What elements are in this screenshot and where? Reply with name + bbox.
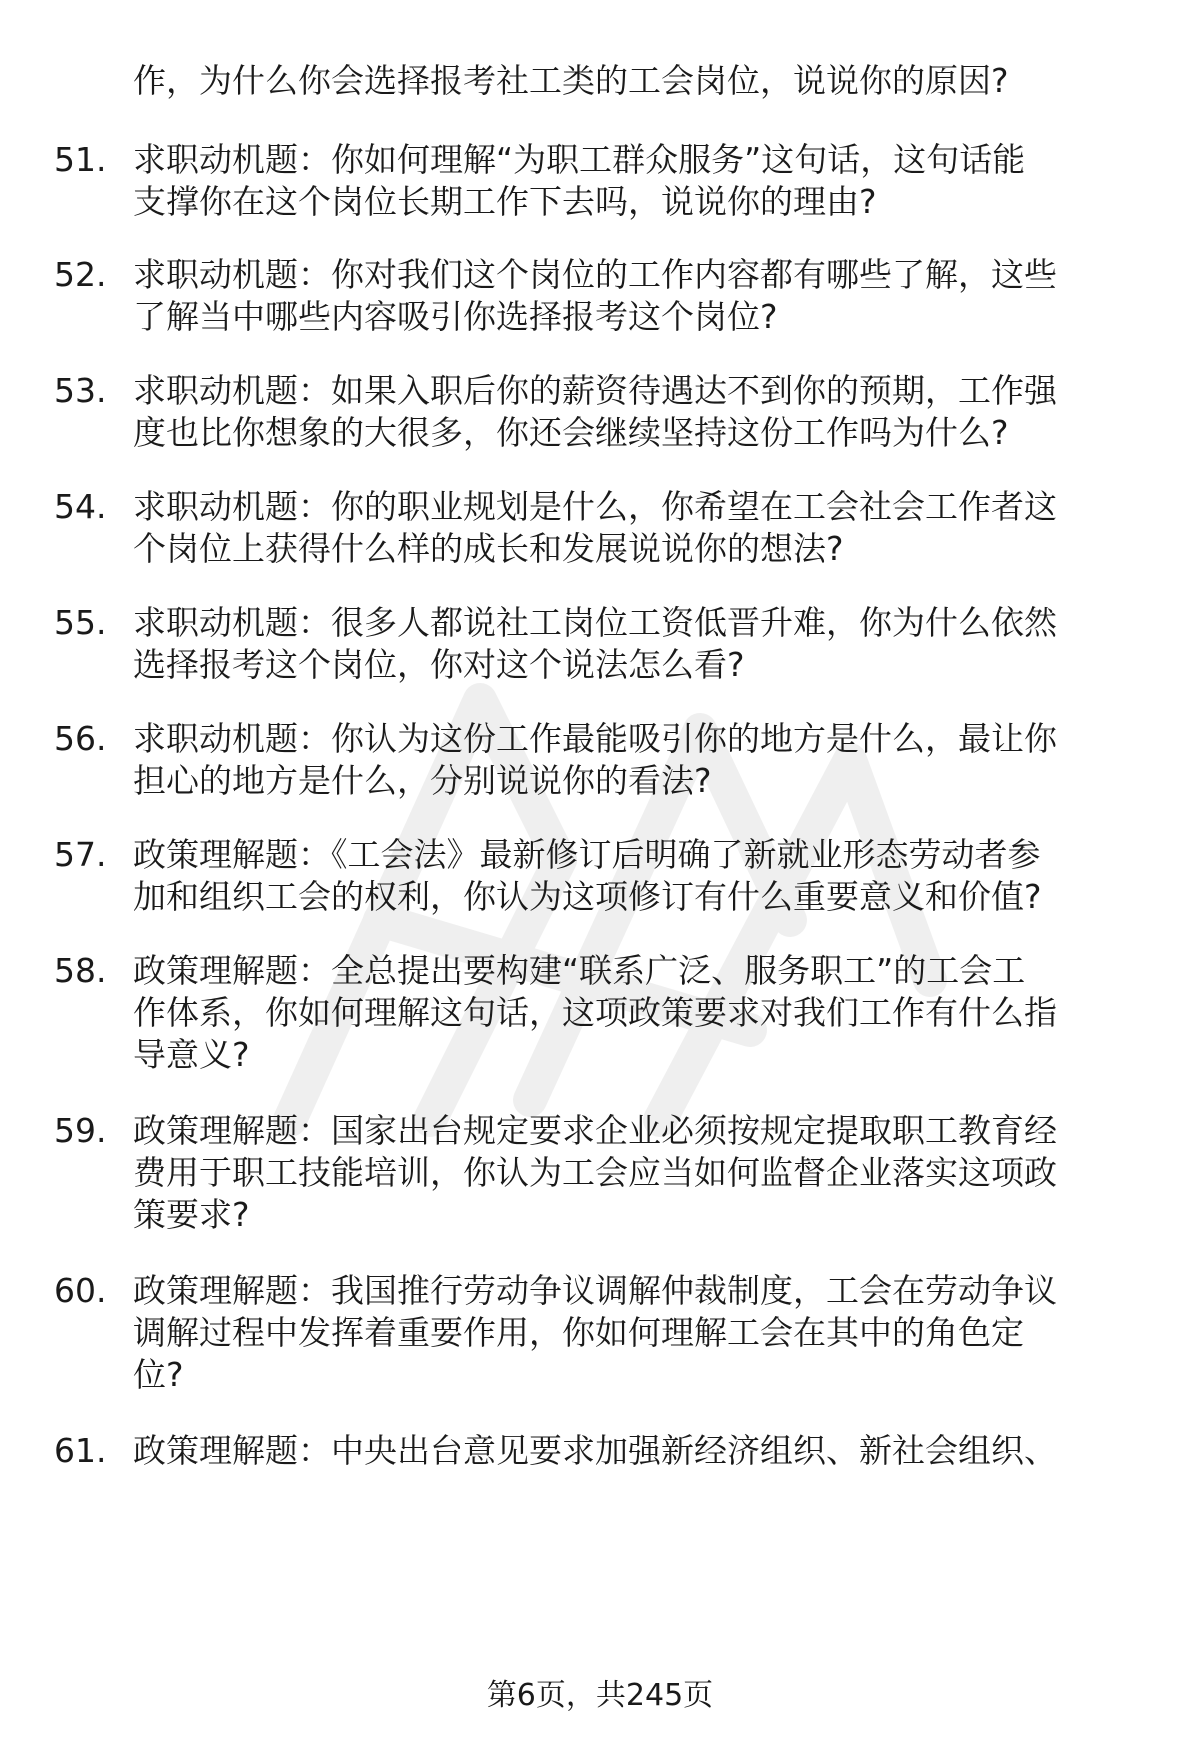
question-line: 作体系，你如何理解这句话，这项政策要求对我们工作有什么指 [133, 993, 1057, 1032]
question-number: 61. [54, 1431, 107, 1470]
question-number: 52. [54, 255, 107, 294]
question-line: 策要求? [133, 1195, 250, 1234]
question-number: 51. [54, 140, 107, 179]
question-line: 求职动机题：你如何理解“为职工群众服务”这句话，这句话能 [133, 140, 1026, 179]
question-line: 位? [133, 1355, 184, 1394]
continued-question-text: 作，为什么你会选择报考社工类的工会岗位，说说你的原因? [133, 61, 1009, 100]
question-line: 政策理解题：我国推行劳动争议调解仲裁制度，工会在劳动争议 [133, 1271, 1057, 1310]
question-line: 求职动机题：你对我们这个岗位的工作内容都有哪些了解，这些 [133, 255, 1057, 294]
question-number: 56. [54, 719, 107, 758]
question-line: 支撑你在这个岗位长期工作下去吗，说说你的理由? [133, 182, 877, 221]
question-line: 政策理解题：《工会法》最新修订后明确了新就业形态劳动者参 [133, 835, 1041, 874]
question-line: 求职动机题：如果入职后你的薪资待遇达不到你的预期，工作强 [133, 371, 1057, 410]
question-line: 费用于职工技能培训，你认为工会应当如何监督企业落实这项政 [133, 1153, 1057, 1192]
question-line: 政策理解题：中央出台意见要求加强新经济组织、新社会组织、 [133, 1431, 1057, 1470]
question-line: 政策理解题：全总提出要构建“联系广泛、服务职工”的工会工 [133, 951, 1026, 990]
question-line: 政策理解题：国家出台规定要求企业必须按规定提取职工教育经 [133, 1111, 1057, 1150]
question-line: 加和组织工会的权利，你认为这项修订有什么重要意义和价值? [133, 877, 1042, 916]
question-line: 求职动机题：你认为这份工作最能吸引你的地方是什么，最让你 [133, 719, 1057, 758]
question-number: 55. [54, 603, 107, 642]
question-number: 60. [54, 1271, 107, 1310]
question-number: 59. [54, 1111, 107, 1150]
question-line: 调解过程中发挥着重要作用，你如何理解工会在其中的角色定 [133, 1313, 1024, 1352]
question-line: 导意义? [133, 1035, 250, 1074]
question-number: 57. [54, 835, 107, 874]
question-line: 求职动机题：很多人都说社工岗位工资低晋升难，你为什么依然 [133, 603, 1057, 642]
question-number: 54. [54, 487, 107, 526]
question-line: 个岗位上获得什么样的成长和发展说说你的想法? [133, 529, 844, 568]
question-line: 度也比你想象的大很多，你还会继续坚持这份工作吗为什么? [133, 413, 1009, 452]
question-line: 选择报考这个岗位，你对这个说法怎么看? [133, 645, 745, 684]
question-number: 58. [54, 951, 107, 990]
page-number-footer: 第6页，共245页 [486, 1678, 714, 1713]
question-line: 担心的地方是什么，分别说说你的看法? [133, 761, 712, 800]
question-line: 求职动机题：你的职业规划是什么，你希望在工会社会工作者这 [133, 487, 1057, 526]
question-number: 53. [54, 371, 107, 410]
question-line: 了解当中哪些内容吸引你选择报考这个岗位? [133, 297, 778, 336]
